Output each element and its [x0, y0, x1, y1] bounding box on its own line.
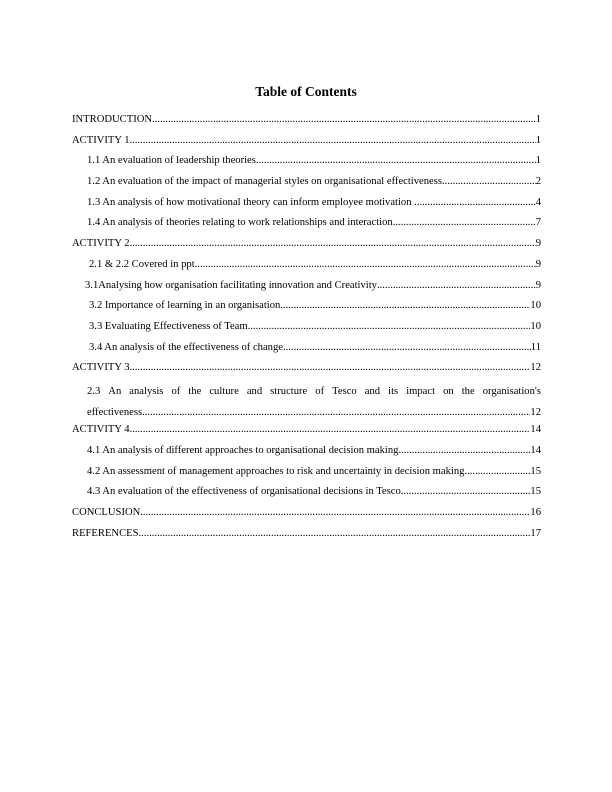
toc-entry-introduction[interactable] — [72, 113, 541, 134]
toc-entry-word: of — [171, 385, 181, 397]
toc-entry-label: ACTIVITY 3 — [72, 362, 130, 374]
toc-dot-leader — [130, 361, 531, 375]
toc-dot-leader — [393, 216, 536, 230]
toc-entry-word: and — [364, 385, 381, 397]
toc-entry-word: analysis — [129, 385, 164, 397]
toc-entry-label: INTRODUCTION — [72, 114, 153, 125]
toc-dot-leader — [442, 175, 536, 189]
toc-entry-label-line2: effectiveness — [87, 406, 143, 418]
toc-entry-references[interactable] — [72, 527, 541, 548]
toc-entry-word: the — [461, 385, 475, 397]
toc-page-number: 12 — [530, 406, 541, 418]
toc-dot-leader — [248, 320, 531, 334]
toc-entry-label: 1.1 An evaluation of leadership theories — [87, 155, 256, 167]
toc-dot-leader — [130, 134, 536, 148]
toc-page-number: 1 — [535, 134, 541, 146]
toc-entry-1-2[interactable] — [72, 175, 541, 196]
toc-page-number: 15 — [530, 465, 541, 477]
toc-page-number: 12 — [530, 362, 541, 374]
toc-entry-label: 3.1Analysing how organisation facilitating innovation and Creativity — [85, 279, 377, 291]
toc-dot-leader — [280, 299, 530, 313]
toc-entry-label: ACTIVITY 2 — [72, 238, 130, 250]
toc-entry-label: 1.3 An analysis of how motivational theory can inform employee motivation — [87, 196, 415, 208]
toc-entry-3-3[interactable] — [72, 320, 541, 341]
toc-entry-word: 2.3 — [87, 385, 101, 397]
toc-entry-4-1[interactable] — [72, 444, 541, 465]
toc-entry-word: culture — [209, 385, 239, 397]
toc-page-number: 1 — [535, 114, 541, 125]
toc-entry-word: its — [388, 385, 399, 397]
toc-page-number: 9 — [535, 238, 541, 250]
toc-entry-label: 4.3 An evaluation of the effectiveness of organisational decisions in Tesco — [87, 486, 401, 498]
toc-entry-label: ACTIVITY 1 — [72, 134, 130, 146]
toc-page-number: 9 — [535, 258, 541, 270]
toc-entry-label-line1 — [87, 382, 541, 403]
toc-entry-word: on — [443, 385, 454, 397]
toc-dot-leader — [142, 403, 530, 424]
toc-dot-leader — [139, 527, 531, 541]
toc-entry-4-2[interactable] — [72, 465, 541, 486]
toc-page-number: 10 — [530, 300, 541, 312]
toc-page-number: 2 — [535, 176, 541, 188]
toc-entry-label: 1.2 An evaluation of the impact of managerial styles on organisational effectiveness — [87, 176, 442, 188]
toc-entry-3-2[interactable] — [72, 299, 541, 320]
toc-entry-label: 4.2 An assessment of management approaches to risk and uncertainty in decision making — [87, 465, 465, 477]
toc-entry-1-4[interactable] — [72, 216, 541, 237]
toc-entry-label: 3.3 Evaluating Effectiveness of Team — [89, 320, 248, 332]
toc-entry-1-1[interactable] — [72, 154, 541, 175]
toc-entry-activity-4[interactable] — [72, 423, 541, 444]
toc-page-number: 16 — [530, 507, 541, 519]
toc-dot-leader — [256, 154, 536, 168]
toc-entry-word: organisation's — [482, 385, 541, 397]
toc-entry-label: 2.1 & 2.2 Covered in ppt — [89, 258, 195, 270]
toc-entry-label: 1.4 An analysis of theories relating to work relationships and interaction — [87, 217, 393, 229]
toc-dot-leader — [401, 485, 531, 499]
toc-entry-word: An — [108, 385, 122, 397]
toc-dot-leader — [414, 196, 536, 210]
toc-dot-leader — [152, 113, 536, 127]
toc-dot-leader — [140, 506, 530, 520]
toc-entry-activity-2[interactable] — [72, 237, 541, 258]
toc-page-number: 11 — [530, 341, 541, 353]
toc-entry-3-4[interactable] — [72, 341, 541, 362]
toc-entry-word: of — [315, 385, 325, 397]
toc-entry-label: 4.1 An analysis of different approaches to organisational decision making — [87, 445, 399, 457]
toc-entry-activity-3[interactable] — [72, 361, 541, 382]
table-of-contents — [72, 113, 541, 547]
toc-page-number: 10 — [530, 320, 541, 332]
toc-entry-4-3[interactable] — [72, 485, 541, 506]
toc-entry-word: Tesco — [332, 385, 357, 397]
toc-entry-label: CONCLUSION — [72, 507, 141, 519]
toc-page-number: 9 — [535, 279, 541, 291]
toc-dot-leader — [398, 444, 530, 458]
toc-entry-word: structure — [270, 385, 308, 397]
toc-entry-word: the — [188, 385, 202, 397]
page-title: Table of Contents — [255, 84, 357, 99]
toc-page-number: 14 — [530, 445, 541, 457]
toc-page-number: 4 — [535, 196, 541, 208]
toc-entry-word: impact — [406, 385, 436, 397]
toc-entry-label: 3.2 Importance of learning in an organisation — [89, 300, 281, 312]
toc-dot-leader — [195, 258, 536, 272]
toc-entry-word: and — [246, 385, 263, 397]
toc-dot-leader — [464, 465, 530, 479]
toc-dot-leader — [130, 423, 531, 437]
toc-page-number: 14 — [530, 424, 541, 436]
toc-entry-3-1[interactable] — [72, 279, 541, 300]
toc-entry-1-3[interactable] — [72, 196, 541, 217]
toc-dot-leader — [130, 237, 536, 251]
toc-page-number: 7 — [535, 217, 541, 229]
toc-entry-label: 3.4 An analysis of the effectiveness of change — [89, 341, 283, 353]
toc-entry-line2 — [87, 403, 541, 424]
toc-page-number: 1 — [535, 155, 541, 167]
toc-entry-conclusion[interactable] — [72, 506, 541, 527]
toc-entry-label: ACTIVITY 4 — [72, 424, 130, 436]
toc-entry-2-3[interactable] — [72, 382, 541, 423]
toc-entry-2-1-2-2[interactable] — [72, 258, 541, 279]
toc-entry-activity-1[interactable] — [72, 134, 541, 155]
toc-page-number: 17 — [530, 527, 541, 539]
toc-dot-leader — [377, 279, 536, 293]
toc-page-number: 15 — [530, 486, 541, 498]
toc-dot-leader — [283, 341, 531, 355]
toc-entry-label: REFERENCES — [72, 527, 139, 539]
